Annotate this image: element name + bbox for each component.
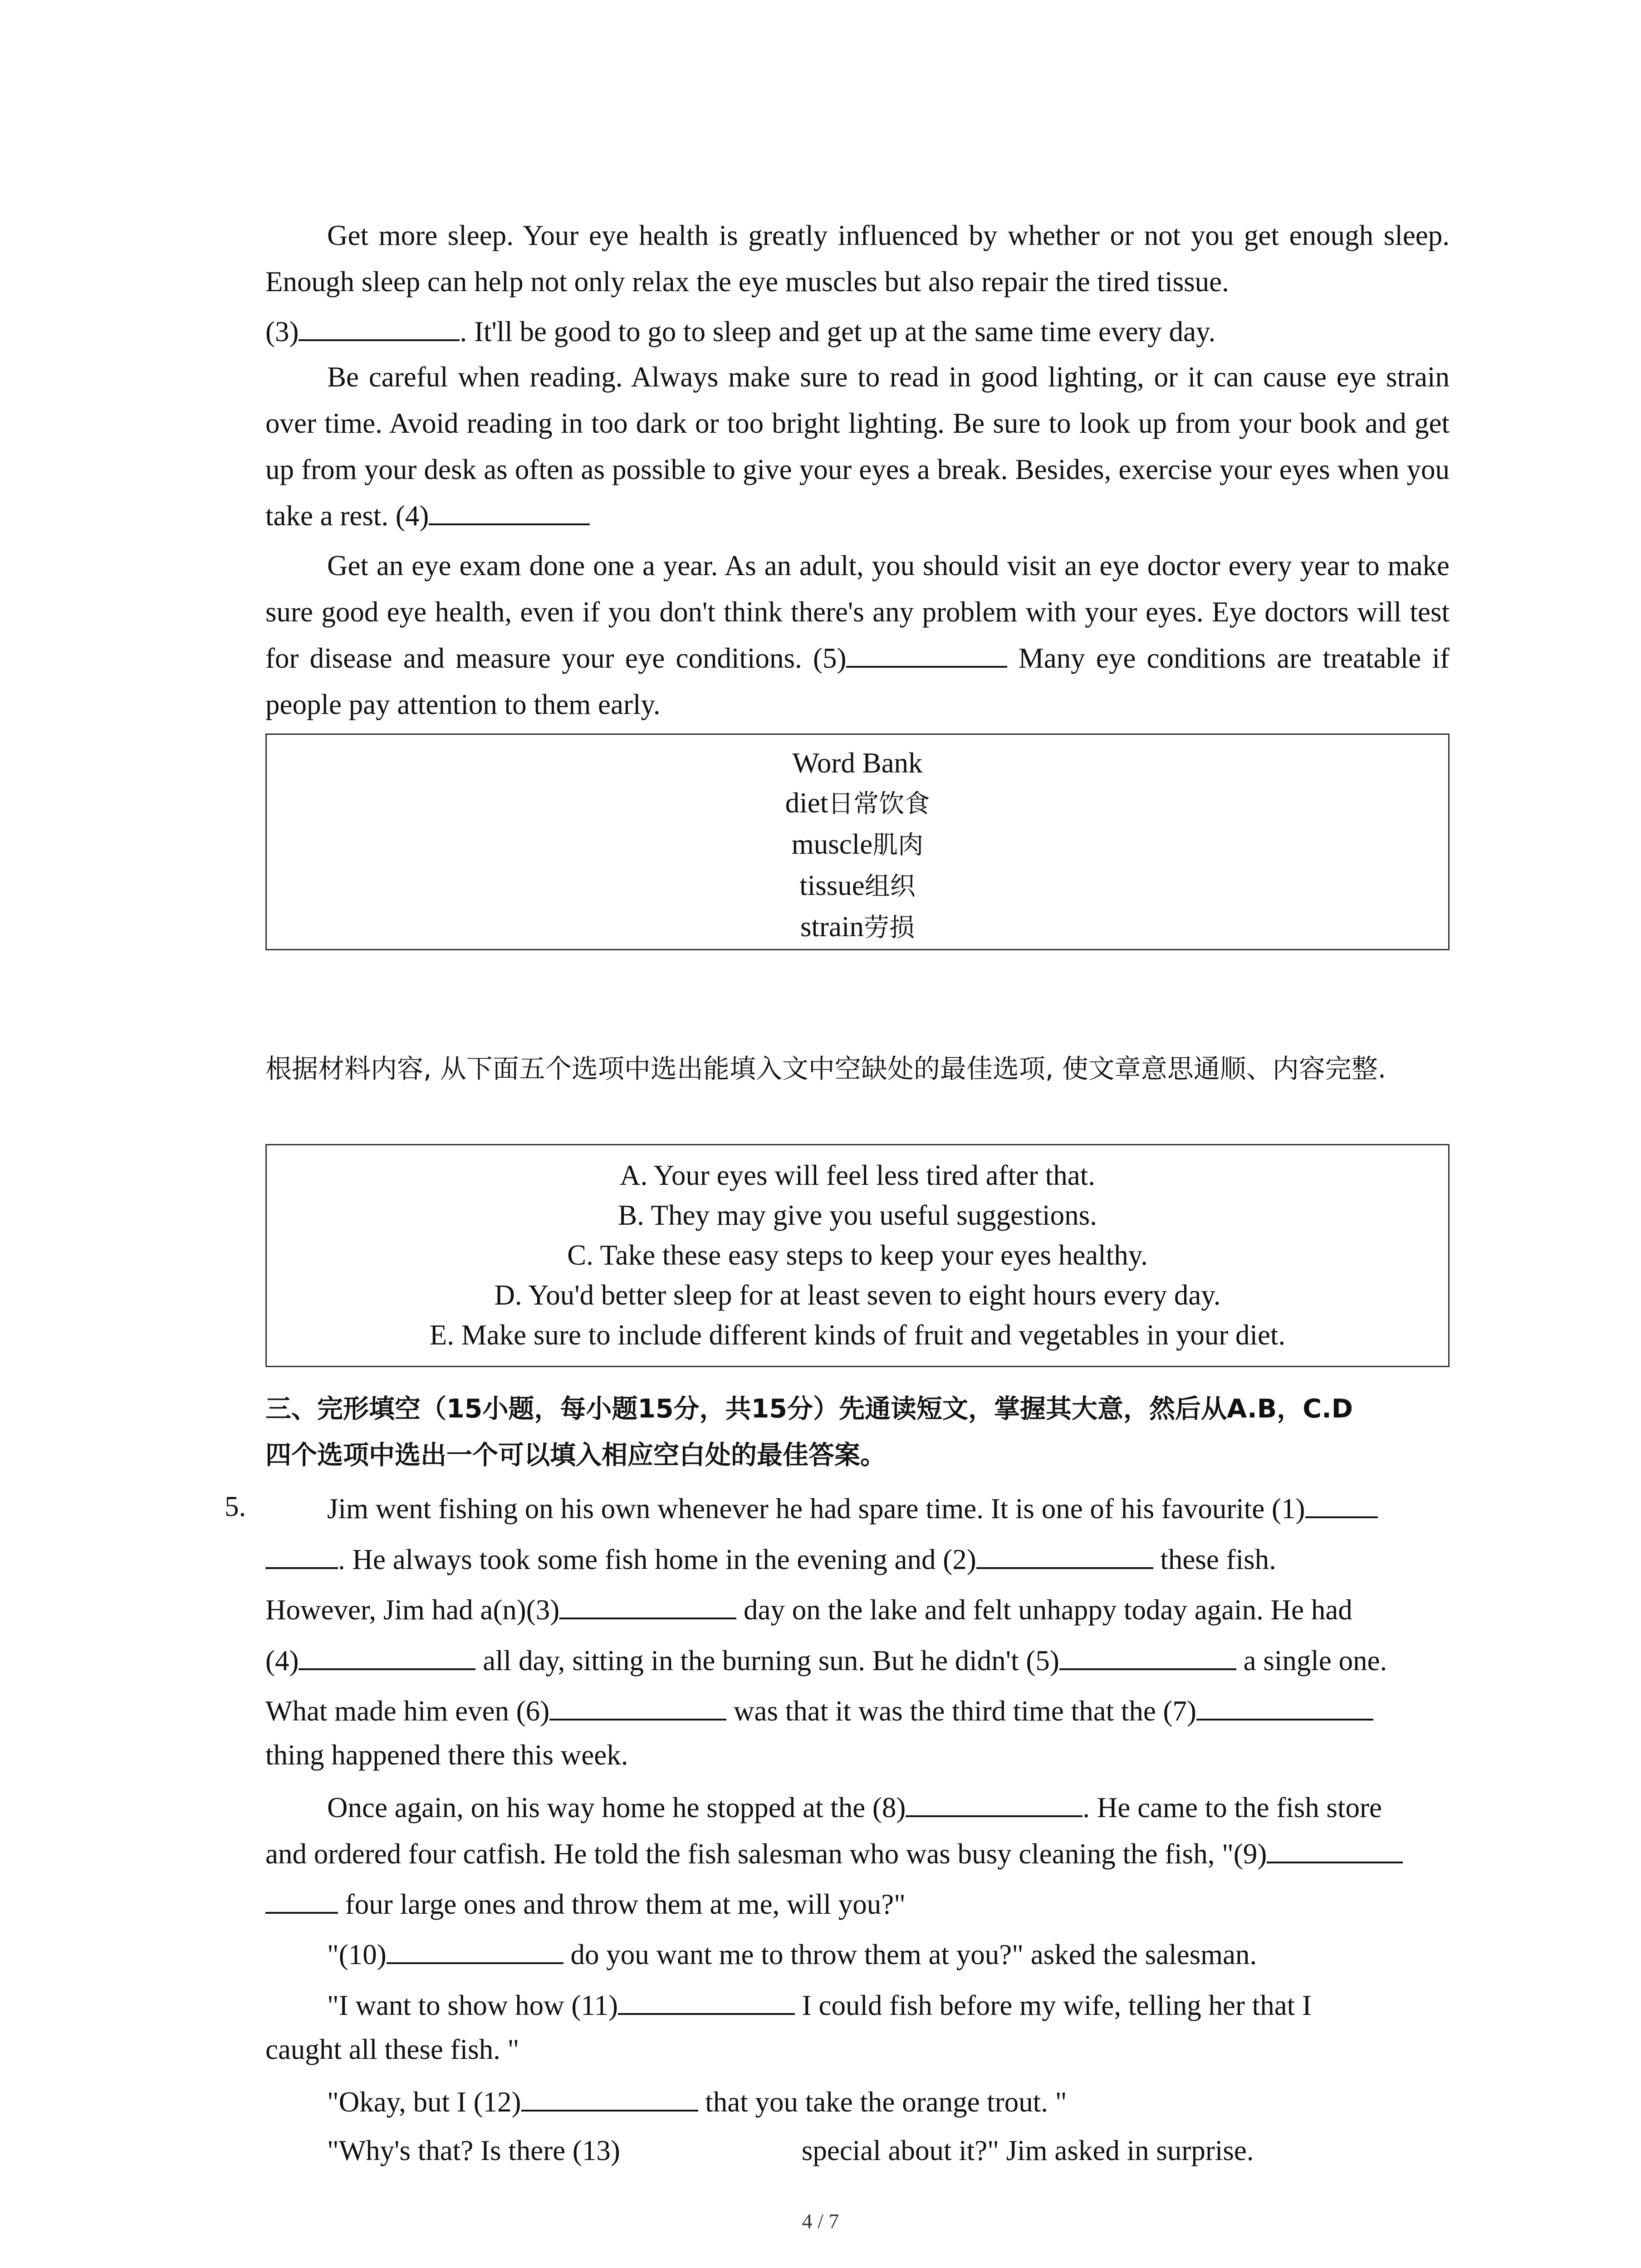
p1-line2: sleep. Enough sleep can help not only relax the eye muscles but also repair the tired tissue. [265,220,1450,298]
cloze-line-3: However, Jim had a(n)(3) day on the lake and felt unhappy today again. He had [265,1591,1352,1627]
cloze-blank-4[interactable] [299,1642,475,1670]
section3-header [265,1386,1459,1478]
cloze-line-11: "I want to show how (11) I could fish before my wife, telling her that I [327,1987,1312,2022]
word-bank-item: muscle肌肉 [791,828,924,860]
reading-paragraph-eye-exam [265,543,1450,728]
word-bank-item: diet日常饮食 [785,787,930,819]
option-b: B. They may give you useful suggestions. [618,1199,1097,1231]
cloze-blank-1-cont[interactable] [265,1541,338,1569]
cloze-line-7: Once again, on his way home he stopped at the (8) . He came to the fish store [327,1789,1382,1824]
reading-paragraph-reading [265,354,1450,539]
cloze-line-12: caught all these fish. " [265,2033,519,2065]
cloze-line-10: "(10) do you want me to throw them at you?" asked the salesman. [327,1936,1257,1971]
cloze-line-8: and ordered four catfish. He told the fish salesman who was busy cleaning the fish, "(9) [265,1835,1403,1871]
blank-label-3: (3) [265,316,299,347]
cloze-blank-11[interactable] [618,1987,795,2015]
section3-header-line2: 四个选项中选出一个可以填入相应空白处的最佳答案。 [265,1440,886,1470]
instruction-text: 根据材料内容, 从下面五个选项中选出能填入文中空缺处的最佳选项, 使文章意思通顺、内容完整. [265,1053,1386,1084]
cloze-line-14: "Why's that? Is there (13) special about it?" Jim asked in surprise. [327,2135,1254,2166]
answer-blank-5[interactable] [846,640,1007,668]
cloze-blank-7[interactable] [1196,1692,1373,1721]
cloze-blank-8[interactable] [906,1789,1083,1817]
option-d: D. You'd better sleep for at least seven to eight hours every day. [494,1279,1221,1311]
p1-line3 [265,313,1215,348]
p2-text: Be careful when reading. Always make sure to read in good lighting, or it can cause eye strain over time. Avoid reading in too dark or too bright lighting. Be sure to look up from your book and get up from your desk as often as possible to give your eyes a break. Besides, exercise your eyes when you take a rest. (4) [265,361,1450,532]
reading-paragraph-sleep [265,212,1450,305]
word-bank-item: strain劳损 [800,911,915,943]
question-number: 5. [225,1491,246,1522]
cloze-blank-6[interactable] [549,1692,726,1721]
p3-text: Get an eye exam done one a year. As an adult, you should visit an eye doctor every year to make sure good eye health, even if you don't think there's any problem with your eyes. Eye doctors will test for disease and measure your eye conditions. (5) [265,550,1450,674]
cloze-line-9: four large ones and throw them at me, will you?" [265,1886,906,1921]
word-bank-box [265,733,1450,950]
page-number: 4 / 7 [802,2209,839,2233]
cloze-blank-10[interactable] [387,1936,563,1964]
cloze-line-5: What made him even (6) was that it was the third time that the (7) [265,1692,1373,1728]
p1-line3-text: . It'll be good to go to sleep and get up at the same time every day. [460,316,1216,347]
cloze-line-4: (4) all day, sitting in the burning sun. But he didn't (5) a single one. [265,1642,1387,1677]
cloze-line-6: thing happened there this week. [265,1739,628,1771]
answer-blank-3[interactable] [299,313,460,341]
cloze-blank-5[interactable] [1059,1642,1236,1670]
options-box [265,1144,1450,1367]
cloze-blank-3[interactable] [559,1591,736,1619]
cloze-line-1: Jim went fishing on his own whenever he had spare time. It is one of his favourite (1) [327,1490,1378,1525]
option-e: E. Make sure to include different kinds of fruit and vegetables in your diet. [429,1319,1286,1351]
option-a: A. Your eyes will feel less tired after that. [620,1159,1095,1191]
cloze-blank-9-cont[interactable] [265,1886,338,1914]
word-bank-item: tissue组织 [799,870,916,901]
cloze-blank-1[interactable] [1305,1490,1378,1518]
section3-header-line1: 三、完形填空（15小题，每小题15分，共15分）先通读短文，掌握其大意，然后从A.B，C.D [265,1394,1353,1424]
cloze-blank-12[interactable] [521,2083,698,2112]
cloze-blank-9[interactable] [1267,1835,1403,1863]
answer-blank-4[interactable] [429,497,590,525]
option-c: C. Take these easy steps to keep your eyes healthy. [567,1239,1148,1271]
p1-line1: Get more sleep. Your eye health is greatly influenced by whether or not you get enough [327,220,1374,251]
cloze-line-13: "Okay, but I (12) that you take the orange trout. " [327,2083,1067,2119]
cloze-line-2: . He always took some fish home in the evening and (2) these fish. [265,1541,1276,1576]
cloze-blank-2[interactable] [976,1541,1153,1569]
p3-text-end: Many eye conditions are treatable if people pay attention to them early. [265,642,1450,720]
word-bank-title: Word Bank [792,747,923,779]
